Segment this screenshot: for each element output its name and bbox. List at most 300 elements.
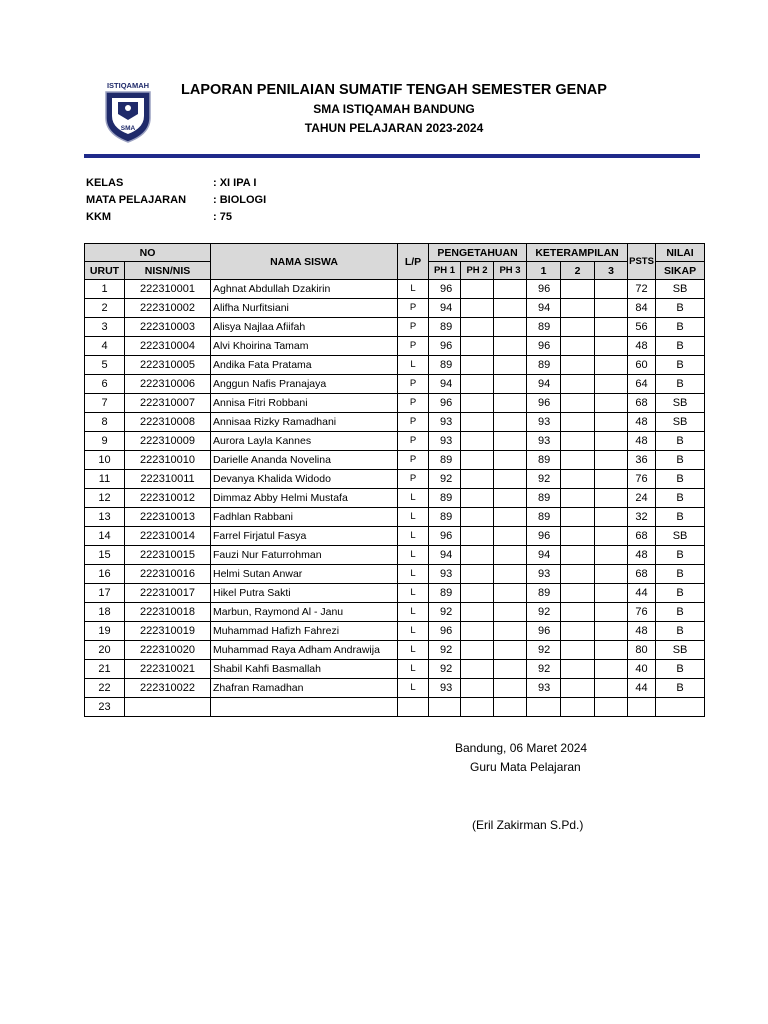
cell-ph3: [494, 489, 527, 508]
cell-nama: Muhammad Hafizh Fahrezi: [211, 622, 398, 641]
cell-urut: 18: [85, 603, 125, 622]
table-row: [85, 356, 705, 375]
cell-urut: 17: [85, 584, 125, 603]
cell-k3: [595, 698, 628, 717]
cell-ph2: [461, 622, 494, 641]
cell-sikap: B: [656, 584, 705, 603]
cell-nisn: 222310015: [125, 546, 211, 565]
col-nisn: NISN/NIS: [125, 262, 211, 280]
cell-ph1: 96: [429, 280, 461, 299]
cell-k1: 93: [527, 565, 561, 584]
cell-urut: 8: [85, 413, 125, 432]
cell-k3: [595, 508, 628, 527]
cell-sikap: B: [656, 546, 705, 565]
col-urut: URUT: [85, 262, 125, 280]
cell-lp: L: [398, 603, 429, 622]
cell-k2: [561, 451, 595, 470]
cell-psts: 80: [628, 641, 656, 660]
col-nilai: NILAI: [656, 244, 705, 262]
cell-urut: 14: [85, 527, 125, 546]
cell-k3: [595, 413, 628, 432]
cell-k2: [561, 622, 595, 641]
cell-nisn: 222310021: [125, 660, 211, 679]
cell-psts: 84: [628, 299, 656, 318]
cell-nisn: [125, 698, 211, 717]
cell-nisn: 222310009: [125, 432, 211, 451]
cell-urut: 7: [85, 394, 125, 413]
cell-nama: Marbun, Raymond Al - Janu: [211, 603, 398, 622]
cell-lp: L: [398, 546, 429, 565]
cell-lp: P: [398, 470, 429, 489]
cell-k2: [561, 660, 595, 679]
cell-k3: [595, 546, 628, 565]
cell-k3: [595, 622, 628, 641]
cell-k3: [595, 451, 628, 470]
cell-ph3: [494, 413, 527, 432]
cell-k1: 93: [527, 679, 561, 698]
cell-k2: [561, 603, 595, 622]
cell-nama: Hikel Putra Sakti: [211, 584, 398, 603]
cell-k1: 92: [527, 641, 561, 660]
cell-ph1: 92: [429, 660, 461, 679]
cell-lp: L: [398, 508, 429, 527]
table-row: [85, 451, 705, 470]
cell-ph3: [494, 508, 527, 527]
cell-ph2: [461, 584, 494, 603]
cell-nama: Zhafran Ramadhan: [211, 679, 398, 698]
cell-lp: L: [398, 527, 429, 546]
cell-ph3: [494, 660, 527, 679]
cell-sikap: B: [656, 489, 705, 508]
cell-k2: [561, 546, 595, 565]
cell-sikap: B: [656, 375, 705, 394]
cell-lp: P: [398, 432, 429, 451]
col-ph3: PH 3: [494, 262, 527, 280]
cell-k3: [595, 337, 628, 356]
table-row: [85, 299, 705, 318]
cell-lp: L: [398, 622, 429, 641]
cell-nisn: 222310005: [125, 356, 211, 375]
cell-sikap: SB: [656, 394, 705, 413]
cell-urut: 10: [85, 451, 125, 470]
cell-urut: 15: [85, 546, 125, 565]
cell-sikap: SB: [656, 413, 705, 432]
logo-sub: SMA: [120, 125, 136, 132]
cell-k2: [561, 508, 595, 527]
cell-k2: [561, 375, 595, 394]
cell-sikap: B: [656, 679, 705, 698]
sign-name: (Eril Zakirman S.Pd.): [472, 818, 584, 832]
cell-k3: [595, 527, 628, 546]
cell-nisn: 222310019: [125, 622, 211, 641]
cell-lp: L: [398, 356, 429, 375]
table-row: [85, 622, 705, 641]
cell-urut: 5: [85, 356, 125, 375]
cell-k1: [527, 698, 561, 717]
cell-k1: 93: [527, 413, 561, 432]
cell-psts: 48: [628, 622, 656, 641]
cell-ph2: [461, 413, 494, 432]
col-sikap: SIKAP: [656, 262, 705, 280]
cell-sikap: B: [656, 337, 705, 356]
cell-ph3: [494, 451, 527, 470]
cell-psts: 48: [628, 413, 656, 432]
table-row: [85, 280, 705, 299]
cell-psts: 48: [628, 337, 656, 356]
cell-psts: 44: [628, 679, 656, 698]
cell-ph2: [461, 375, 494, 394]
cell-lp: L: [398, 489, 429, 508]
cell-ph2: [461, 546, 494, 565]
cell-ph3: [494, 603, 527, 622]
cell-k2: [561, 698, 595, 717]
cell-nisn: 222310002: [125, 299, 211, 318]
cell-sikap: B: [656, 470, 705, 489]
cell-k1: 96: [527, 622, 561, 641]
table-row: [85, 470, 705, 489]
cell-ph3: [494, 622, 527, 641]
table-row: [85, 432, 705, 451]
cell-k3: [595, 603, 628, 622]
cell-ph3: [494, 698, 527, 717]
cell-ph3: [494, 299, 527, 318]
cell-ph2: [461, 660, 494, 679]
cell-k1: 89: [527, 489, 561, 508]
cell-nama: Muhammad Raya Adham Andrawija: [211, 641, 398, 660]
table-row: [85, 660, 705, 679]
cell-ph2: [461, 432, 494, 451]
cell-ph2: [461, 565, 494, 584]
cell-nama: Alisya Najlaa Afiifah: [211, 318, 398, 337]
cell-psts: 56: [628, 318, 656, 337]
cell-sikap: B: [656, 451, 705, 470]
cell-lp: P: [398, 394, 429, 413]
cell-urut: 19: [85, 622, 125, 641]
cell-nama: Aghnat Abdullah Dzakirin: [211, 280, 398, 299]
cell-sikap: SB: [656, 641, 705, 660]
cell-k3: [595, 660, 628, 679]
table-row: [85, 603, 705, 622]
table-row: [85, 318, 705, 337]
cell-nama: Alvi Khoirina Tamam: [211, 337, 398, 356]
cell-urut: 12: [85, 489, 125, 508]
cell-urut: 22: [85, 679, 125, 698]
cell-k2: [561, 565, 595, 584]
cell-ph3: [494, 432, 527, 451]
cell-nisn: 222310020: [125, 641, 211, 660]
cell-nama: Anggun Nafis Pranajaya: [211, 375, 398, 394]
cell-urut: 4: [85, 337, 125, 356]
cell-nisn: 222310010: [125, 451, 211, 470]
cell-k2: [561, 489, 595, 508]
cell-psts: 76: [628, 603, 656, 622]
cell-ph1: 96: [429, 527, 461, 546]
cell-psts: 48: [628, 546, 656, 565]
cell-k1: 89: [527, 356, 561, 375]
cell-k2: [561, 470, 595, 489]
cell-ph1: 96: [429, 394, 461, 413]
cell-k1: 96: [527, 337, 561, 356]
cell-k3: [595, 299, 628, 318]
cell-k2: [561, 280, 595, 299]
header-divider: [84, 154, 700, 158]
cell-psts: 68: [628, 565, 656, 584]
cell-nama: Annisaa Rizky Ramadhani: [211, 413, 398, 432]
cell-k2: [561, 337, 595, 356]
table-row: [85, 546, 705, 565]
col-k2: 2: [561, 262, 595, 280]
cell-ph1: 93: [429, 432, 461, 451]
table-row: [85, 584, 705, 603]
table-row: [85, 413, 705, 432]
cell-lp: L: [398, 565, 429, 584]
cell-k2: [561, 356, 595, 375]
info-label: KKM: [86, 211, 112, 223]
cell-ph1: 89: [429, 318, 461, 337]
cell-k3: [595, 470, 628, 489]
cell-ph2: [461, 299, 494, 318]
grades-table: [84, 243, 705, 717]
cell-urut: 6: [85, 375, 125, 394]
cell-ph2: [461, 489, 494, 508]
cell-lp: P: [398, 299, 429, 318]
cell-k3: [595, 584, 628, 603]
cell-ph1: 92: [429, 470, 461, 489]
cell-urut: 23: [85, 698, 125, 717]
cell-k1: 92: [527, 603, 561, 622]
cell-ph3: [494, 375, 527, 394]
cell-psts: 64: [628, 375, 656, 394]
cell-nisn: 222310008: [125, 413, 211, 432]
cell-sikap: B: [656, 508, 705, 527]
cell-urut: 13: [85, 508, 125, 527]
cell-ph1: 96: [429, 337, 461, 356]
cell-nisn: 222310011: [125, 470, 211, 489]
cell-psts: 68: [628, 394, 656, 413]
table-row: [85, 527, 705, 546]
cell-psts: 72: [628, 280, 656, 299]
cell-ph3: [494, 546, 527, 565]
cell-nisn: 222310001: [125, 280, 211, 299]
cell-ph2: [461, 280, 494, 299]
cell-nama: Aurora Layla Kannes: [211, 432, 398, 451]
table-row: [85, 679, 705, 698]
cell-ph2: [461, 698, 494, 717]
cell-ph3: [494, 641, 527, 660]
cell-nisn: 222310004: [125, 337, 211, 356]
cell-urut: 9: [85, 432, 125, 451]
cell-psts: 24: [628, 489, 656, 508]
cell-nama: Farrel Firjatul Fasya: [211, 527, 398, 546]
col-k1: 1: [527, 262, 561, 280]
cell-ph2: [461, 451, 494, 470]
cell-lp: P: [398, 318, 429, 337]
cell-nama: Fauzi Nur Faturrohman: [211, 546, 398, 565]
cell-lp: P: [398, 375, 429, 394]
cell-ph3: [494, 584, 527, 603]
cell-ph1: 96: [429, 622, 461, 641]
cell-nama: Fadhlan Rabbani: [211, 508, 398, 527]
info-value: : XI IPA I: [213, 177, 257, 189]
cell-sikap: B: [656, 565, 705, 584]
school-name: SMA ISTIQAMAH BANDUNG: [313, 102, 475, 116]
cell-urut: 11: [85, 470, 125, 489]
cell-nama: Andika Fata Pratama: [211, 356, 398, 375]
cell-ph1: 89: [429, 584, 461, 603]
cell-sikap: SB: [656, 527, 705, 546]
cell-k2: [561, 432, 595, 451]
table-row: [85, 698, 705, 717]
cell-k1: 89: [527, 451, 561, 470]
cell-k2: [561, 318, 595, 337]
cell-ph2: [461, 641, 494, 660]
table-row: [85, 394, 705, 413]
col-nama: NAMA SISWA: [211, 244, 398, 280]
cell-ph2: [461, 394, 494, 413]
cell-k3: [595, 318, 628, 337]
logo-text: ISTIQAMAH: [106, 81, 150, 90]
cell-nisn: 222310007: [125, 394, 211, 413]
table-row: [85, 375, 705, 394]
cell-k1: 93: [527, 432, 561, 451]
col-ph1: PH 1: [429, 262, 461, 280]
cell-k3: [595, 356, 628, 375]
cell-ph2: [461, 318, 494, 337]
cell-ph1: 92: [429, 603, 461, 622]
cell-ph1: 89: [429, 356, 461, 375]
cell-nisn: 222310006: [125, 375, 211, 394]
cell-psts: 36: [628, 451, 656, 470]
cell-psts: 48: [628, 432, 656, 451]
cell-lp: [398, 698, 429, 717]
cell-k2: [561, 413, 595, 432]
cell-k3: [595, 394, 628, 413]
cell-nisn: 222310018: [125, 603, 211, 622]
table-row: [85, 337, 705, 356]
cell-k1: 96: [527, 280, 561, 299]
cell-sikap: B: [656, 432, 705, 451]
cell-ph3: [494, 318, 527, 337]
cell-ph1: 89: [429, 489, 461, 508]
cell-k1: 89: [527, 318, 561, 337]
cell-psts: 32: [628, 508, 656, 527]
cell-k2: [561, 527, 595, 546]
cell-ph2: [461, 679, 494, 698]
cell-ph2: [461, 508, 494, 527]
cell-urut: 3: [85, 318, 125, 337]
academic-year: TAHUN PELAJARAN 2023-2024: [304, 121, 484, 135]
cell-k1: 89: [527, 584, 561, 603]
cell-nisn: 222310016: [125, 565, 211, 584]
cell-nama: Alifha Nurfitsiani: [211, 299, 398, 318]
cell-ph3: [494, 280, 527, 299]
col-psts: PSTS: [628, 244, 656, 280]
cell-ph1: 94: [429, 546, 461, 565]
cell-urut: 16: [85, 565, 125, 584]
cell-ph2: [461, 603, 494, 622]
cell-ph1: 94: [429, 375, 461, 394]
cell-sikap: B: [656, 603, 705, 622]
report-title: LAPORAN PENILAIAN SUMATIF TENGAH SEMESTER GENAP: [181, 82, 607, 98]
cell-k2: [561, 641, 595, 660]
cell-lp: L: [398, 679, 429, 698]
cell-k3: [595, 432, 628, 451]
cell-nisn: 222310014: [125, 527, 211, 546]
cell-nama: Helmi Sutan Anwar: [211, 565, 398, 584]
cell-ph3: [494, 337, 527, 356]
cell-k3: [595, 565, 628, 584]
table-row: [85, 565, 705, 584]
cell-lp: L: [398, 641, 429, 660]
col-lp: L/P: [398, 244, 429, 280]
col-k3: 3: [595, 262, 628, 280]
cell-k1: 96: [527, 527, 561, 546]
cell-nisn: 222310022: [125, 679, 211, 698]
cell-k1: 96: [527, 394, 561, 413]
cell-sikap: B: [656, 356, 705, 375]
cell-k1: 94: [527, 375, 561, 394]
cell-lp: L: [398, 584, 429, 603]
info-value: : 75: [213, 211, 232, 223]
cell-ph1: 92: [429, 641, 461, 660]
cell-sikap: SB: [656, 280, 705, 299]
cell-sikap: B: [656, 299, 705, 318]
col-pengetahuan: PENGETAHUAN: [429, 244, 527, 262]
cell-k3: [595, 375, 628, 394]
cell-nisn: 222310012: [125, 489, 211, 508]
col-no: NO: [85, 244, 211, 262]
cell-k1: 92: [527, 470, 561, 489]
cell-k3: [595, 489, 628, 508]
table-row: [85, 489, 705, 508]
table-row: [85, 641, 705, 660]
cell-nisn: 222310003: [125, 318, 211, 337]
cell-k2: [561, 299, 595, 318]
cell-psts: 44: [628, 584, 656, 603]
cell-psts: 40: [628, 660, 656, 679]
cell-urut: 1: [85, 280, 125, 299]
cell-lp: P: [398, 337, 429, 356]
cell-lp: P: [398, 413, 429, 432]
cell-sikap: B: [656, 622, 705, 641]
cell-urut: 2: [85, 299, 125, 318]
cell-ph3: [494, 679, 527, 698]
cell-k1: 94: [527, 299, 561, 318]
cell-ph1: 93: [429, 679, 461, 698]
info-label: MATA PELAJARAN: [86, 194, 187, 206]
cell-lp: L: [398, 660, 429, 679]
cell-ph1: 93: [429, 565, 461, 584]
cell-ph3: [494, 565, 527, 584]
cell-nama: Shabil Kahfi Basmallah: [211, 660, 398, 679]
cell-ph2: [461, 527, 494, 546]
info-label: KELAS: [86, 177, 124, 189]
cell-psts: 68: [628, 527, 656, 546]
col-ph2: PH 2: [461, 262, 494, 280]
cell-k3: [595, 280, 628, 299]
cell-ph1: [429, 698, 461, 717]
cell-ph2: [461, 470, 494, 489]
cell-ph1: 93: [429, 413, 461, 432]
cell-k2: [561, 679, 595, 698]
cell-sikap: B: [656, 660, 705, 679]
cell-lp: P: [398, 451, 429, 470]
cell-k1: 92: [527, 660, 561, 679]
cell-ph3: [494, 470, 527, 489]
col-keterampilan: KETERAMPILAN: [527, 244, 628, 262]
cell-k2: [561, 394, 595, 413]
cell-k2: [561, 584, 595, 603]
